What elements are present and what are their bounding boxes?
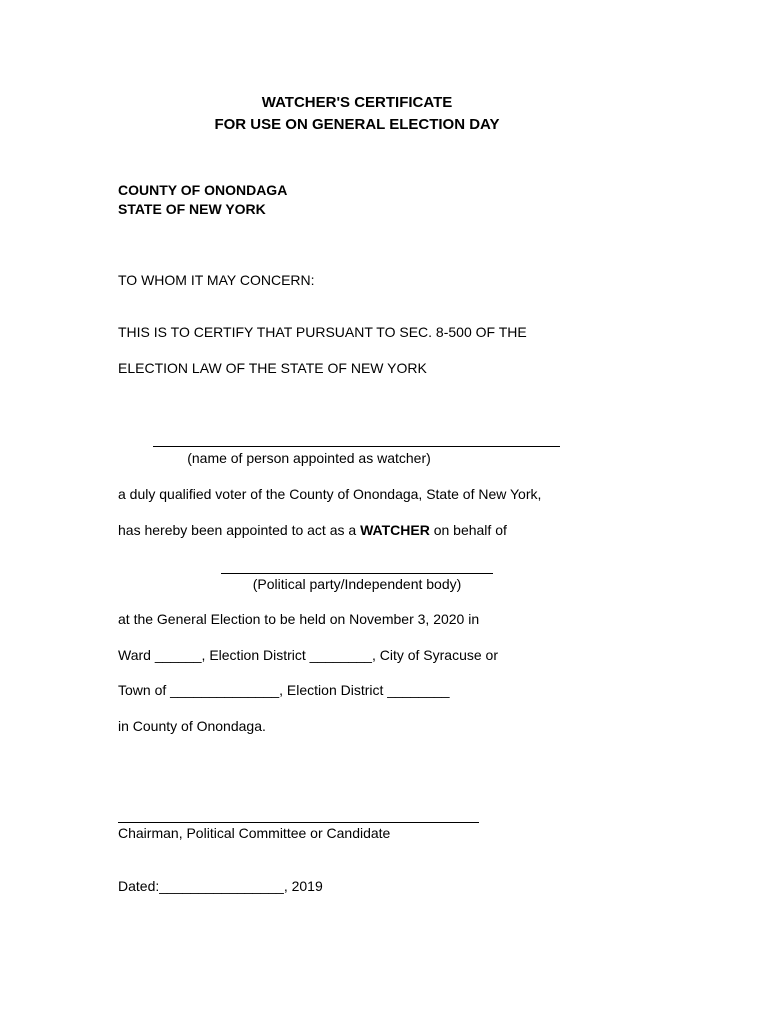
party-line[interactable] <box>221 573 493 574</box>
certify-line-1: THIS IS TO CERTIFY THAT PURSUANT TO SEC. 8-500 OF THE <box>118 324 527 340</box>
county-heading: COUNTY OF ONONDAGA <box>118 182 288 198</box>
watcher-name-line[interactable] <box>153 446 560 447</box>
title-line-2: FOR USE ON GENERAL ELECTION DAY <box>214 116 500 133</box>
appointed-line <box>118 521 507 539</box>
title-line-1: WATCHER'S CERTIFICATE <box>261 94 453 111</box>
watcher-name-caption: (name of person appointed as watcher) <box>187 450 431 466</box>
party-caption: (Political party/Independent body) <box>252 576 462 592</box>
appointed-prefix: has hereby been appointed to act as a <box>118 522 361 538</box>
watcher-emphasis: WATCHER <box>360 522 430 538</box>
salutation: TO WHOM IT MAY CONCERN: <box>118 272 315 288</box>
county-line: in County of Onondaga. <box>118 718 266 734</box>
signature-line[interactable] <box>118 822 479 823</box>
ward-line: Ward ______, Election District ________, City of Syracuse or <box>118 647 499 663</box>
election-line: at the General Election to be held on November 3, 2020 in <box>118 611 480 627</box>
town-line: Town of ______________, Election District ________ <box>118 682 450 698</box>
certify-line-2: ELECTION LAW OF THE STATE OF NEW YORK <box>118 360 427 376</box>
state-heading: STATE OF NEW YORK <box>118 201 266 217</box>
signature-caption: Chairman, Political Committee or Candidate <box>118 825 391 841</box>
voter-line: a duly qualified voter of the County of Onondaga, State of New York, <box>118 486 542 502</box>
dated-line: Dated:________________, 2019 <box>118 878 323 894</box>
appointed-suffix: on behalf of <box>429 522 507 538</box>
